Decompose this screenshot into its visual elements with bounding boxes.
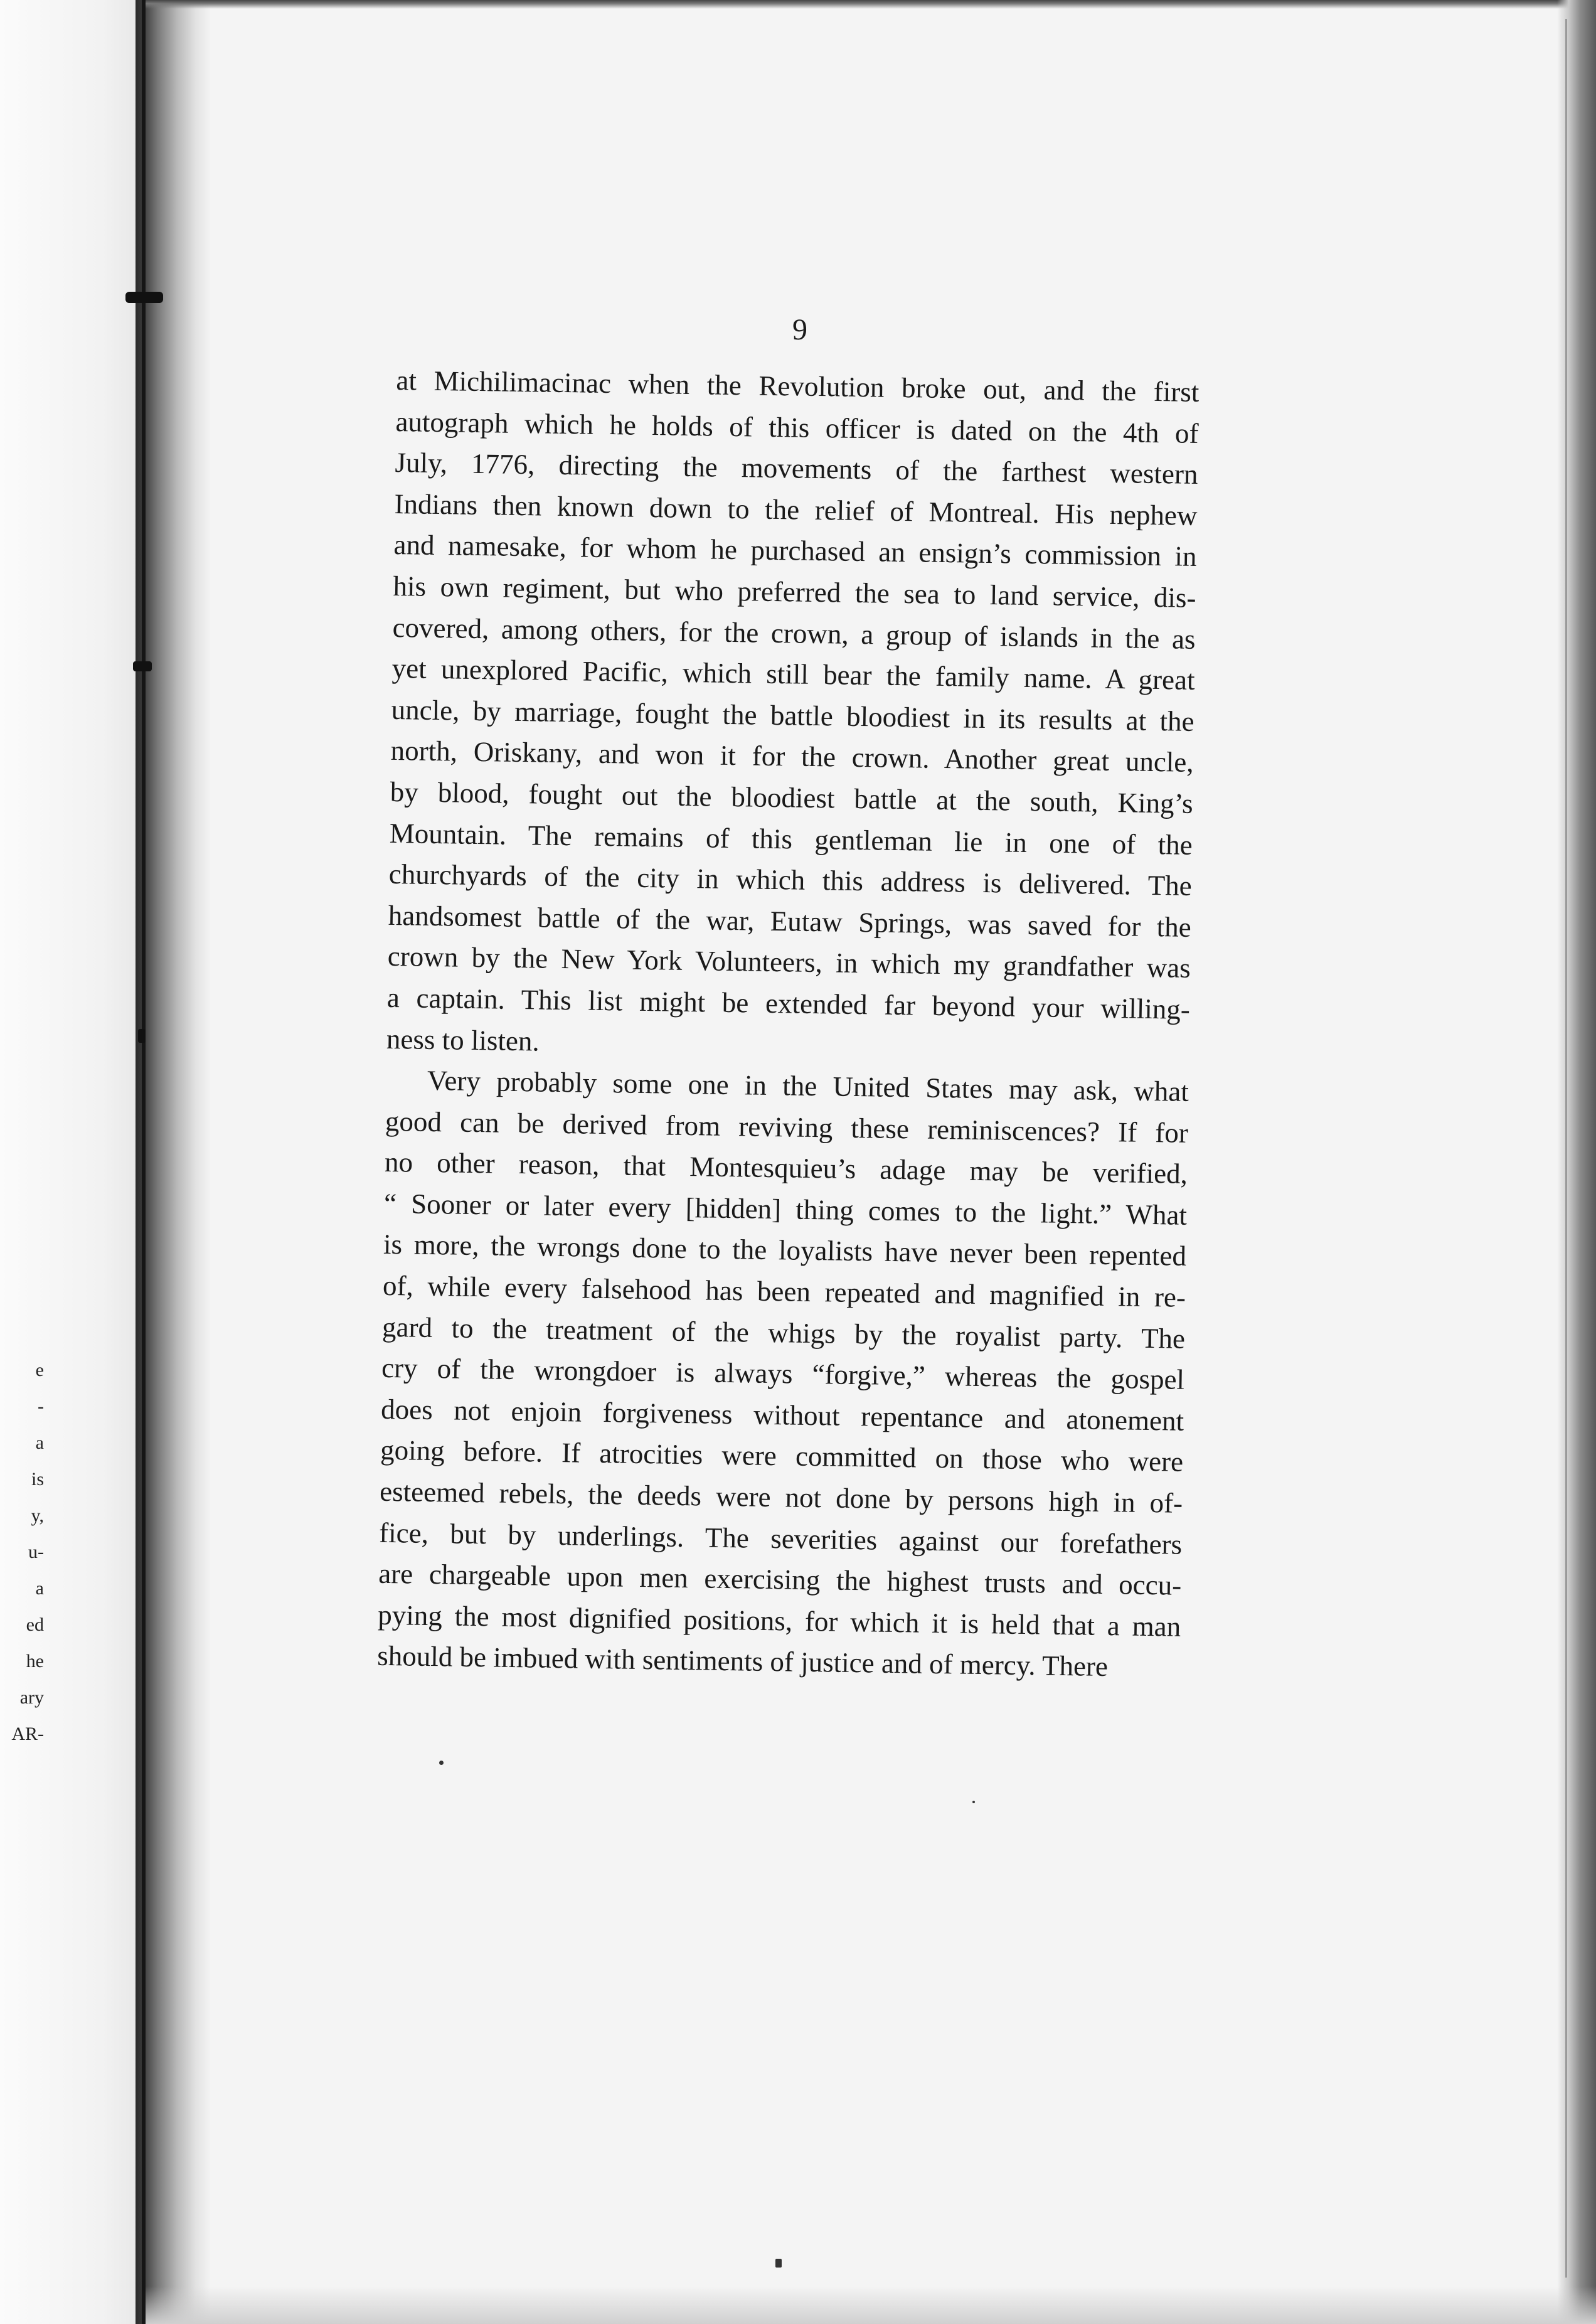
text-line: crown by the New York Volunteers, in which my grandfather was bbox=[387, 941, 1191, 984]
text-line: north, Oriskany, and won it for the crown. Another great uncle, bbox=[390, 735, 1194, 779]
text-line: Mountain. The remains of this gentleman lie in one of the bbox=[389, 817, 1193, 861]
fragment-text: - bbox=[38, 1396, 44, 1417]
page-number: 9 bbox=[792, 313, 807, 346]
text-line: covered, among others, for the crown, a group of islands in the as bbox=[392, 611, 1196, 655]
text-line: of, while every falsehood has been repeated and magnified in re- bbox=[382, 1269, 1186, 1313]
binding-mark bbox=[138, 1029, 146, 1043]
fragment-text: ed bbox=[26, 1614, 44, 1635]
scan-speck bbox=[775, 2259, 782, 2268]
text-line: by blood, fought out the bloodiest battle at the south, King’s bbox=[390, 776, 1194, 819]
text-line: fice, but by underlings. The severities against our forefathers bbox=[378, 1516, 1183, 1560]
bottom-page-edge bbox=[146, 2286, 1596, 2324]
scan-speck bbox=[439, 1761, 444, 1765]
text-line: gard to the treatment of the whigs by the royalist party. The bbox=[381, 1311, 1186, 1355]
text-line: handsomest battle of the war, Eutaw Springs, was saved for the bbox=[388, 899, 1192, 943]
text-line: and namesake, for whom he purchased an ensign’s commission in bbox=[393, 529, 1197, 573]
fragment-text: AR- bbox=[11, 1724, 44, 1744]
text-line: are chargeable upon men exercising the highest trusts and occu- bbox=[378, 1558, 1182, 1601]
text-line: July, 1776, directing the movements of the farthest western bbox=[395, 447, 1198, 491]
left-page-text-fragments bbox=[0, 1352, 44, 1752]
fragment-text: he bbox=[26, 1651, 44, 1671]
text-line: does not enjoin forgiveness without repentance and atonement bbox=[380, 1393, 1184, 1437]
text-line: “ Sooner or later every [hidden] thing comes to the light.” What bbox=[383, 1187, 1188, 1231]
fragment-text: a bbox=[35, 1578, 44, 1599]
fragment-text: u- bbox=[28, 1542, 44, 1562]
facing-page-edge bbox=[0, 0, 146, 2324]
binding-shadow bbox=[136, 0, 211, 2324]
text-line: no other reason, that Montesquieu’s adage may be verified, bbox=[384, 1146, 1188, 1190]
text-line: churchyards of the city in which this address is delivered. The bbox=[388, 858, 1193, 902]
body-text bbox=[377, 360, 1200, 1689]
text-line: esteemed rebels, the deeds were not done by persons high in of- bbox=[379, 1475, 1183, 1519]
paragraph-2 bbox=[377, 1060, 1189, 1689]
fragment-text: is bbox=[31, 1469, 44, 1490]
text-line: his own regiment, but who preferred the sea to land service, dis- bbox=[393, 570, 1196, 614]
top-page-edge bbox=[146, 0, 1596, 9]
text-line: uncle, by marriage, fought the battle bloodiest in its results at the bbox=[391, 693, 1194, 737]
paragraph-1 bbox=[386, 360, 1199, 1072]
text-line: a captain. This list might be extended far beyond your willing- bbox=[386, 981, 1191, 1025]
text-line: good can be derived from reviving these reminiscences? If for bbox=[385, 1105, 1189, 1149]
fragment-text: e bbox=[35, 1360, 44, 1380]
text-line: ness to listen. bbox=[386, 1023, 540, 1057]
fragment-text: y, bbox=[31, 1505, 44, 1526]
text-line: Very probably some one in the United States may ask, what bbox=[427, 1064, 1189, 1107]
text-line: cry of the wrongdoer is always “forgive,” whereas the gospel bbox=[381, 1352, 1185, 1396]
binding-mark bbox=[125, 292, 163, 303]
text-line: autograph which he holds of this officer is dated on the 4th of bbox=[395, 405, 1199, 449]
binding-mark bbox=[133, 661, 152, 671]
scan-speck bbox=[972, 1801, 975, 1803]
text-line: pying the most dignified positions, for which it is held that a man bbox=[377, 1599, 1181, 1643]
text-line: should be imbued with sentiments of justice and of mercy. There bbox=[376, 1640, 1109, 1683]
right-page-edge bbox=[1557, 0, 1596, 2324]
text-line: yet unexplored Pacific, which still bear the family name. A great bbox=[391, 653, 1195, 696]
text-line: Indians then known down to the relief of Montreal. His nephew bbox=[394, 488, 1198, 531]
text-line: going before. If atrocities were committed on those who were bbox=[380, 1434, 1184, 1478]
fragment-text: a bbox=[35, 1432, 44, 1453]
text-line: is more, the wrongs done to the loyalists have never been repented bbox=[383, 1229, 1187, 1272]
fragment-text: ary bbox=[19, 1687, 44, 1708]
text-line: at Michilimacinac when the Revolution broke out, and the first bbox=[396, 364, 1200, 408]
right-edge-line bbox=[1565, 19, 1567, 2278]
binding-line bbox=[142, 0, 146, 2324]
